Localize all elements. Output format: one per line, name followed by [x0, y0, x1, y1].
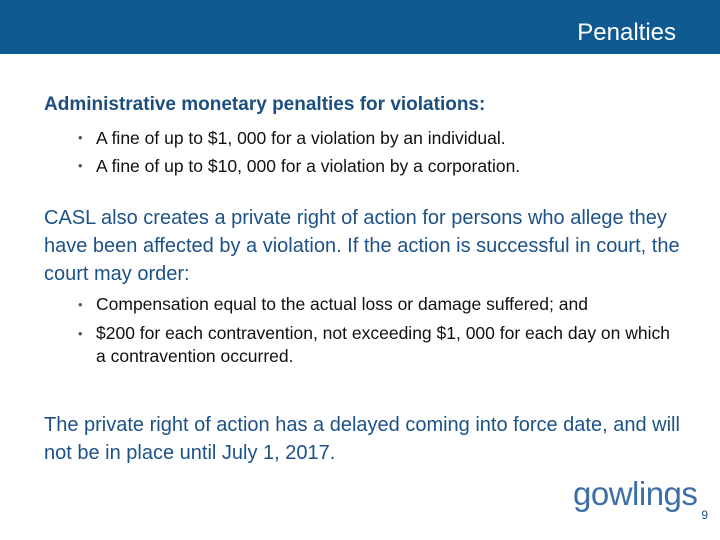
remedy-bullet-list — [78, 293, 678, 374]
gowlings-logo: gowlings — [573, 475, 698, 512]
page-number: 9 — [701, 508, 708, 522]
header-bar — [0, 0, 720, 54]
remedy-bullet-compensation: • Compensation equal to the actual loss or damage suffered; and — [78, 293, 678, 316]
remedy-bullet-per-contravention: • $200 for each contravention, not exceeding $1, 000 for each day on which a contravention occurred. — [78, 322, 678, 368]
slide-title: Penalties — [577, 19, 676, 46]
casl-paragraph: CASL also creates a private right of action for persons who allege they have been affected by a violation. If the action is successful in court, the court may order: — [44, 207, 680, 285]
penalties-heading: Administrative monetary penalties for violations: — [44, 94, 486, 115]
delay-paragraph: The private right of action has a delayed coming into force date, and will not be in place until July 1, 2017. — [44, 414, 680, 464]
penalty-bullet-corporation: • A fine of up to $10, 000 for a violation by a corporation. — [78, 152, 520, 180]
penalty-bullet-list — [78, 124, 520, 180]
penalty-bullet-individual: • A fine of up to $1, 000 for a violation by an individual. — [78, 124, 520, 152]
